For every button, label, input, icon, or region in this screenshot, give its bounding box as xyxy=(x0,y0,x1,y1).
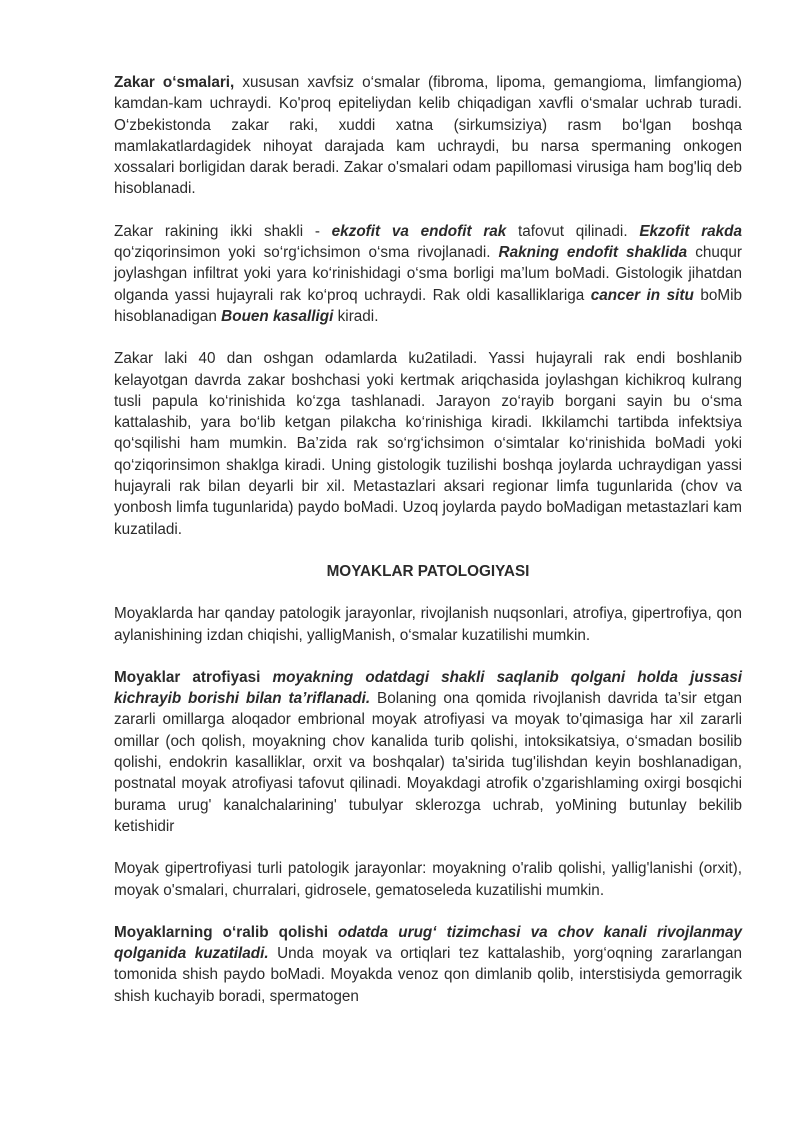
text-run: Zakar rakining ikki shakli - xyxy=(114,222,332,240)
paragraph-testicular-torsion xyxy=(114,922,742,1007)
section-heading: MOYAKLAR PATOLOGIYASI xyxy=(326,562,530,580)
definition-testicular-atrophy: moyakning odatdagi shakli saqlanib qolgani holda jussasi kichrayib borishi bilan ta’riflanadi. xyxy=(114,668,742,708)
term-cancer-forms: ekzofit va endofit rak xyxy=(331,222,507,240)
term-endophytic: Rakning endofit shaklida xyxy=(498,244,688,262)
term-bowen-disease: Bouen kasalligi xyxy=(221,307,334,325)
text-run: Bolaning ona qomida rivojlanish davrida ta’sir etgan zararli omillarga aloqador embrional moyak atrofiyasi va moyak to'qimasiga har xil zararli omillar (och qolish, moyakning chov kanalida turib qolishi, intoksikatsiya, o‘smadan bosilib qolishi, endokrin kasalliklar, orxit va boshqalar) ta'sirida tug'ilishdan keyin boshlanadigan, postnatal moyak atrofiyasi tafovut qilinadi. Moyakdagi atrofik o'zgarishlaming oxirgi bosqichi burama urug' kanalchalarining' tubulyar sklerozga uchrab, yoMining butunlay bekilib ketishidir xyxy=(114,690,742,835)
text-run: kiradi. xyxy=(333,307,379,325)
text-run: tafovut qilinadi. xyxy=(506,222,640,240)
term-exophytic: Ekzofit rakda xyxy=(639,222,743,240)
term-testicular-atrophy: Moyaklar atrofiyasi xyxy=(114,668,261,686)
term-penile-tumors: Zakar o‘smalari, xyxy=(114,74,235,91)
term-testicular-torsion: Moyaklarning o‘ralib qolishi xyxy=(114,923,328,941)
definition-testicular-torsion: odatda urug‘ tizimchasi va chov kanali rivojlanmay qolganida kuzatiladi. xyxy=(114,923,742,963)
text-run: chuqur joylashgan infiltrat yoki yara ko‘rinishidagi o‘sma borligi ma’lum boMadi. Gistologik jihatdan olganda yassi hujayrali rak ko‘proq uchraydi. Rak oldi kasalliklariga xyxy=(114,244,742,304)
paragraph-penile-cancer-forms xyxy=(114,221,742,327)
text-run: Unda moyak va ortiqlari tez kattalashib, yorg‘oqning zararlangan tomonida shish paydo boMadi. Moyakda venoz qon dimlanib qolib, interstisiyda gemorragik shish kuchayib boradi, spermatogen xyxy=(114,945,742,1005)
text-run: xususan xavfsiz o‘smalar (fibroma, lipoma, gemangioma, limfangioma) kamdan-kam uchraydi. Ko'proq epiteliydan kelib chiqadigan xavfli o‘smalar uchrab turadi. O‘zbekistonda zakar raki, xuddi xatna (sirkumsiziya) rasm bo‘lgan boshqa mamlakatlardagidek nihoyat darajada kam uchraydi, bu narsa spermaning onkogen xossalari borligidan darak beradi. Zakar o'smalari odam papillomasi virusiga ham bog'liq deb hisoblanadi. xyxy=(114,74,742,198)
paragraph-penile-cancer-course: Zakar laki 40 dan oshgan odamlarda ku2atiladi. Yassi hujayrali rak endi boshlanib kelayotgan davrda zakar boshchasi yoki kertmak ariqchasida joylashgan kichikroq kulrang tusli papula ko‘rinishida ko‘zga tashlanadi. Jarayon zo‘rayib borgani sayin bu o‘sma kattalashib, yara bo‘lib ketgan pilakcha ko‘rinishiga kiradi. Ikkilamchi tartibda infektsiya qo‘sqilishi ham mumkin. Ba’zida rak so‘rg‘ichsimon o‘simtalar ko‘rinishida boMadi yoki qo‘ziqorinsimon shaklga kiradi. Uning gistologik tuzilishi boshqa joylarda uchraydigan yassi hujayrali rak bilan deyarli bir xil. Metastazlari aksari regionar limfa tugunlarida (chov va yonbosh limfa tugunlarida) paydo boMadi. Uzoq joylarda paydo boMadigan metastazlari kam kuzatiladi. xyxy=(114,350,742,538)
text-run: qo‘ziqorinsimon yoki so‘rg‘ichsimon o‘sma rivojlanadi. xyxy=(114,244,499,262)
document-page xyxy=(114,72,742,1028)
text-run: boMib hisoblanadigan xyxy=(114,286,742,325)
paragraph-testes-overview: Moyaklarda har qanday patologik jarayonlar, rivojlanish nuqsonlari, atrofiya, gipertrofiya, qon aylanishining izdan chiqishi, yalligManish, o‘smalar kuzatilishi mumkin. xyxy=(114,605,742,644)
term-cancer-in-situ: cancer in situ xyxy=(590,286,694,304)
paragraph-testicular-hypertrophy: Moyak gipertrofiyasi turli patologik jarayonlar: moyakning o'ralib qolishi, yallig'lanishi (orxit), moyak o'smalari, churralari, gidrosele, gematoseleda kuzatilishi mumkin. xyxy=(114,860,742,899)
paragraph-penile-tumors xyxy=(114,72,742,200)
paragraph-testicular-atrophy xyxy=(114,667,742,837)
